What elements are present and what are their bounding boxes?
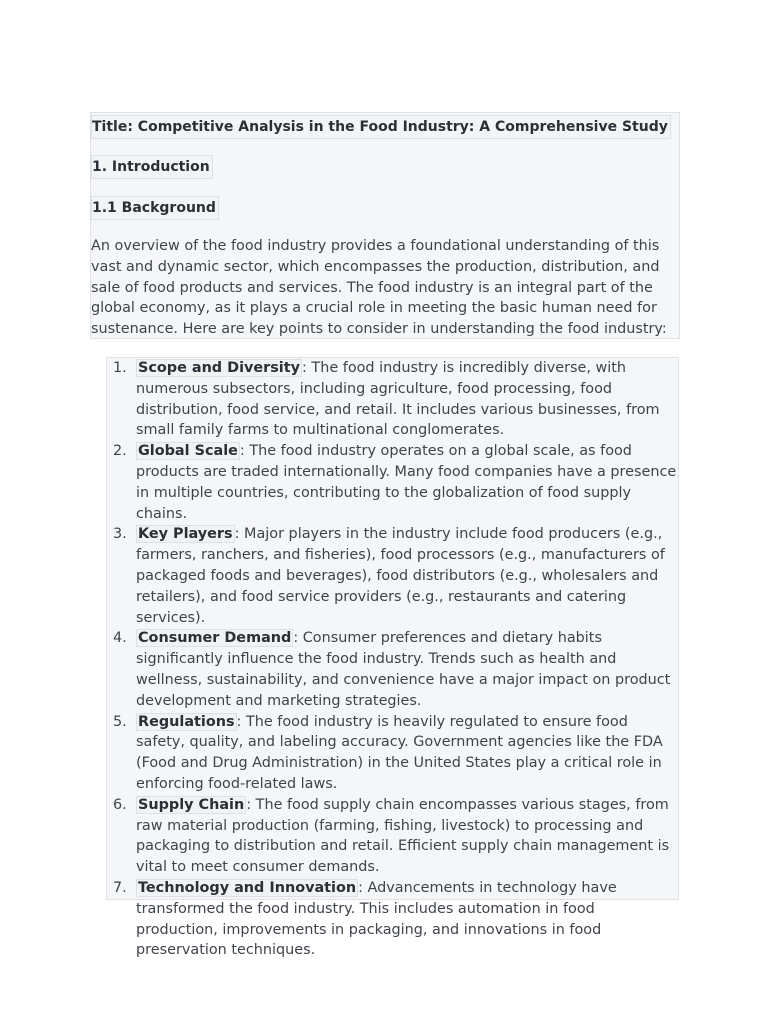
intro-section	[90, 112, 680, 339]
background-paragraph: An overview of the food industry provides a foundational understanding of this vast and dynamic sector, which encompasses the production, distribution, and sale of food products and services. The food industry is an integral part of the global economy, as it plays a crucial role in meeting the basic human need for sustenance. Here are key points to consider in understanding the food industry:	[91, 238, 667, 338]
title-line	[91, 115, 671, 139]
list-item-number: 7.	[113, 879, 127, 896]
subsection-heading: 1.1 Background	[91, 196, 219, 220]
list-item-text: : The food industry is heavily regulated to ensure food safety, quality, and labeling accuracy. Government agencies like the FDA (Food and Drug Administration) in the United States play a critical role in enforcing food-related laws.	[136, 713, 663, 792]
list-item	[107, 441, 678, 524]
key-points-list	[107, 358, 678, 961]
list-item-text: : Advancements in technology have transformed the food industry. This includes automation in food production, improvements in packaging, and innovations in food preservation techniques.	[136, 879, 617, 959]
list-item-term: Key Players	[138, 526, 233, 543]
list-item	[107, 878, 678, 961]
document-title: Title: Competitive Analysis in the Food Industry: A Comprehensive Study	[91, 115, 671, 139]
list-item	[107, 358, 678, 441]
subsection-line	[91, 196, 219, 220]
list-item-term: Regulations	[138, 713, 235, 730]
list-item-text: : Major players in the industry include food producers (e.g., farmers, ranchers, and fisheries), food processors (e.g., manufacturers of packaged foods and beverages), food distributors (e.g., wholesalers and retailers), and food service providers (e.g., restaurants and catering services).	[136, 526, 665, 626]
list-item-term: Consumer Demand	[138, 630, 292, 647]
list-item	[107, 524, 678, 628]
list-item-text: : Consumer preferences and dietary habits significantly influence the food industry. Trends such as health and wellness, sustainability, and convenience have a major impact on product development and marketing strategies.	[136, 630, 671, 709]
list-item-number: 3.	[113, 526, 127, 543]
key-points-list-box	[106, 357, 679, 959]
section-heading: 1. Introduction	[91, 155, 213, 179]
list-item-term: Supply Chain	[138, 796, 245, 813]
list-item-term: Scope and Diversity	[138, 360, 300, 376]
list-item-number: 6.	[113, 796, 127, 813]
list-item-text: : The food supply chain encompasses various stages, from raw material production (farming, fishing, livestock) to processing and packaging to distribution and retail. Efficient supply chain management is vital to meet consumer demands.	[136, 796, 670, 876]
list-item-text: : The food industry is incredibly diverse, with numerous subsectors, including agriculture, food processing, food distribution, food service, and retail. It includes various businesses, from small family farms to multinational conglomerates.	[136, 360, 660, 439]
section-line	[91, 155, 213, 179]
list-item-number: 1.	[113, 360, 127, 376]
list-item	[107, 795, 678, 878]
list-item	[107, 628, 678, 711]
list-item-term: Technology and Innovation	[138, 879, 357, 896]
list-item-term: Global Scale	[138, 443, 238, 460]
list-item-text: : The food industry operates on a global scale, as food products are traded internationally. Many food companies have a presence in multiple countries, contributing to the globalization of food supply chains.	[136, 443, 677, 522]
list-item-number: 2.	[113, 443, 127, 460]
list-item-number: 4.	[113, 630, 127, 647]
list-item-number: 5.	[113, 713, 127, 730]
list-item	[107, 712, 678, 795]
